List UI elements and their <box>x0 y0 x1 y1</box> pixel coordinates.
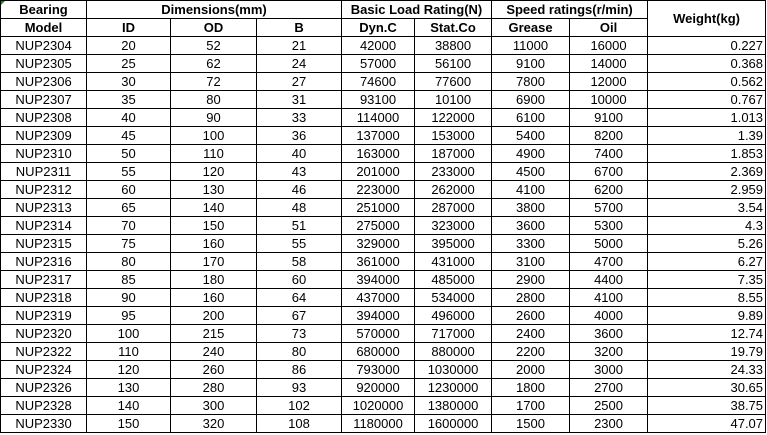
cell-oil: 5700 <box>570 199 648 217</box>
cell-model: NUP2330 <box>1 415 87 433</box>
cell-oil: 10000 <box>570 91 648 109</box>
cell-model: NUP2314 <box>1 217 87 235</box>
cell-oil: 3200 <box>570 343 648 361</box>
cell-grease: 6100 <box>492 109 570 127</box>
cell-weight: 38.75 <box>648 397 766 415</box>
table-row <box>1 361 766 379</box>
cell-od: 240 <box>171 343 257 361</box>
cell-weight: 1.39 <box>648 127 766 145</box>
cell-od: 260 <box>171 361 257 379</box>
cell-weight: 3.54 <box>648 199 766 217</box>
cell-b: 48 <box>257 199 342 217</box>
header-weight: Weight(kg) <box>648 1 766 37</box>
cell-model: NUP2322 <box>1 343 87 361</box>
table-row <box>1 73 766 91</box>
cell-stat-co: 880000 <box>415 343 492 361</box>
cell-grease: 2600 <box>492 307 570 325</box>
cell-id: 75 <box>87 235 171 253</box>
cell-oil: 3600 <box>570 325 648 343</box>
cell-stat-co: 262000 <box>415 181 492 199</box>
cell-weight: 47.07 <box>648 415 766 433</box>
cell-od: 90 <box>171 109 257 127</box>
cell-model: NUP2315 <box>1 235 87 253</box>
cell-oil: 2500 <box>570 397 648 415</box>
cell-id: 55 <box>87 163 171 181</box>
cell-id: 140 <box>87 397 171 415</box>
cell-stat-co: 153000 <box>415 127 492 145</box>
cell-grease: 2800 <box>492 289 570 307</box>
cell-b: 40 <box>257 145 342 163</box>
table-row <box>1 289 766 307</box>
table-row <box>1 91 766 109</box>
cell-dyn-c: 920000 <box>342 379 415 397</box>
cell-grease: 2400 <box>492 325 570 343</box>
cell-model: NUP2308 <box>1 109 87 127</box>
header-dyn-c: Dyn.C <box>342 19 415 37</box>
cell-weight: 5.26 <box>648 235 766 253</box>
cell-od: 215 <box>171 325 257 343</box>
cell-grease: 4500 <box>492 163 570 181</box>
cell-stat-co: 56100 <box>415 55 492 73</box>
cell-model: NUP2317 <box>1 271 87 289</box>
cell-id: 40 <box>87 109 171 127</box>
cell-b: 80 <box>257 343 342 361</box>
cell-model: NUP2312 <box>1 181 87 199</box>
cell-stat-co: 1230000 <box>415 379 492 397</box>
cell-b: 46 <box>257 181 342 199</box>
cell-od: 80 <box>171 91 257 109</box>
cell-b: 21 <box>257 37 342 55</box>
table-row <box>1 199 766 217</box>
cell-dyn-c: 223000 <box>342 181 415 199</box>
cell-oil: 4000 <box>570 307 648 325</box>
cell-oil: 4400 <box>570 271 648 289</box>
cell-stat-co: 187000 <box>415 145 492 163</box>
cell-dyn-c: 275000 <box>342 217 415 235</box>
cell-dyn-c: 329000 <box>342 235 415 253</box>
cell-od: 170 <box>171 253 257 271</box>
cell-weight: 2.369 <box>648 163 766 181</box>
cell-stat-co: 287000 <box>415 199 492 217</box>
cell-stat-co: 431000 <box>415 253 492 271</box>
cell-weight: 0.227 <box>648 37 766 55</box>
cell-weight: 8.55 <box>648 289 766 307</box>
cell-b: 60 <box>257 271 342 289</box>
cell-model: NUP2306 <box>1 73 87 91</box>
cell-oil: 6200 <box>570 181 648 199</box>
cell-grease: 9100 <box>492 55 570 73</box>
cell-dyn-c: 394000 <box>342 271 415 289</box>
cell-od: 72 <box>171 73 257 91</box>
cell-od: 100 <box>171 127 257 145</box>
cell-oil: 9100 <box>570 109 648 127</box>
table-row <box>1 397 766 415</box>
cell-stat-co: 717000 <box>415 325 492 343</box>
cell-id: 50 <box>87 145 171 163</box>
cell-stat-co: 1030000 <box>415 361 492 379</box>
cell-id: 30 <box>87 73 171 91</box>
cell-od: 180 <box>171 271 257 289</box>
cell-od: 300 <box>171 397 257 415</box>
cell-weight: 0.368 <box>648 55 766 73</box>
cell-dyn-c: 361000 <box>342 253 415 271</box>
cell-model: NUP2326 <box>1 379 87 397</box>
header-stat-co: Stat.Co <box>415 19 492 37</box>
cell-weight: 0.767 <box>648 91 766 109</box>
cell-id: 80 <box>87 253 171 271</box>
cell-model: NUP2319 <box>1 307 87 325</box>
cell-oil: 5000 <box>570 235 648 253</box>
header-row-1 <box>1 1 766 19</box>
cell-dyn-c: 201000 <box>342 163 415 181</box>
cell-model: NUP2328 <box>1 397 87 415</box>
header-dimensions: Dimensions(mm) <box>87 1 342 19</box>
cell-id: 110 <box>87 343 171 361</box>
cell-grease: 3300 <box>492 235 570 253</box>
cell-b: 55 <box>257 235 342 253</box>
cell-grease: 3600 <box>492 217 570 235</box>
cell-od: 140 <box>171 199 257 217</box>
header-bearing: Bearing <box>1 1 87 19</box>
cell-grease: 6900 <box>492 91 570 109</box>
cell-od: 280 <box>171 379 257 397</box>
cell-grease: 7800 <box>492 73 570 91</box>
cell-dyn-c: 163000 <box>342 145 415 163</box>
cell-dyn-c: 394000 <box>342 307 415 325</box>
cell-oil: 5300 <box>570 217 648 235</box>
cell-dyn-c: 57000 <box>342 55 415 73</box>
cell-model: NUP2316 <box>1 253 87 271</box>
table-row <box>1 55 766 73</box>
cell-b: 43 <box>257 163 342 181</box>
cell-b: 27 <box>257 73 342 91</box>
cell-b: 108 <box>257 415 342 433</box>
header-oil: Oil <box>570 19 648 37</box>
cell-id: 25 <box>87 55 171 73</box>
cell-b: 86 <box>257 361 342 379</box>
cell-id: 35 <box>87 91 171 109</box>
cell-dyn-c: 74600 <box>342 73 415 91</box>
cell-model: NUP2309 <box>1 127 87 145</box>
cell-b: 51 <box>257 217 342 235</box>
cell-od: 150 <box>171 217 257 235</box>
cell-model: NUP2305 <box>1 55 87 73</box>
cell-model: NUP2318 <box>1 289 87 307</box>
cell-stat-co: 38800 <box>415 37 492 55</box>
cell-oil: 16000 <box>570 37 648 55</box>
header-model: Model <box>1 19 87 37</box>
cell-b: 64 <box>257 289 342 307</box>
cell-grease: 11000 <box>492 37 570 55</box>
cell-grease: 4900 <box>492 145 570 163</box>
table-row <box>1 217 766 235</box>
cell-dyn-c: 42000 <box>342 37 415 55</box>
cell-stat-co: 1380000 <box>415 397 492 415</box>
cell-grease: 3100 <box>492 253 570 271</box>
cell-oil: 3000 <box>570 361 648 379</box>
cell-weight: 0.562 <box>648 73 766 91</box>
table-row <box>1 325 766 343</box>
cell-od: 62 <box>171 55 257 73</box>
cell-grease: 5400 <box>492 127 570 145</box>
cell-od: 110 <box>171 145 257 163</box>
cell-dyn-c: 1020000 <box>342 397 415 415</box>
table-body <box>1 37 766 433</box>
cell-model: NUP2320 <box>1 325 87 343</box>
cell-stat-co: 10100 <box>415 91 492 109</box>
cell-od: 200 <box>171 307 257 325</box>
cell-grease: 4100 <box>492 181 570 199</box>
cell-id: 20 <box>87 37 171 55</box>
cell-model: NUP2313 <box>1 199 87 217</box>
cell-od: 320 <box>171 415 257 433</box>
table-row <box>1 145 766 163</box>
table-row <box>1 235 766 253</box>
table-row <box>1 379 766 397</box>
cell-id: 85 <box>87 271 171 289</box>
cell-dyn-c: 251000 <box>342 199 415 217</box>
cell-grease: 2900 <box>492 271 570 289</box>
cell-dyn-c: 570000 <box>342 325 415 343</box>
header-id: ID <box>87 19 171 37</box>
cell-oil: 14000 <box>570 55 648 73</box>
cell-b: 93 <box>257 379 342 397</box>
cell-oil: 7400 <box>570 145 648 163</box>
cell-b: 102 <box>257 397 342 415</box>
cell-grease: 1700 <box>492 397 570 415</box>
table-row <box>1 415 766 433</box>
cell-id: 60 <box>87 181 171 199</box>
cell-id: 45 <box>87 127 171 145</box>
cell-weight: 1.013 <box>648 109 766 127</box>
cell-b: 73 <box>257 325 342 343</box>
header-od: OD <box>171 19 257 37</box>
cell-weight: 7.35 <box>648 271 766 289</box>
cell-b: 67 <box>257 307 342 325</box>
cell-id: 120 <box>87 361 171 379</box>
cell-weight: 19.79 <box>648 343 766 361</box>
cell-od: 52 <box>171 37 257 55</box>
cell-grease: 2200 <box>492 343 570 361</box>
cell-oil: 2300 <box>570 415 648 433</box>
table-row <box>1 307 766 325</box>
header-speed-ratings: Speed ratings(r/min) <box>492 1 648 19</box>
cell-b: 24 <box>257 55 342 73</box>
cell-dyn-c: 137000 <box>342 127 415 145</box>
cell-dyn-c: 114000 <box>342 109 415 127</box>
cell-od: 160 <box>171 235 257 253</box>
cell-oil: 8200 <box>570 127 648 145</box>
cell-stat-co: 323000 <box>415 217 492 235</box>
cell-dyn-c: 793000 <box>342 361 415 379</box>
cell-od: 160 <box>171 289 257 307</box>
cell-weight: 1.853 <box>648 145 766 163</box>
cell-stat-co: 534000 <box>415 289 492 307</box>
cell-oil: 4100 <box>570 289 648 307</box>
table-row <box>1 127 766 145</box>
cell-b: 31 <box>257 91 342 109</box>
cell-stat-co: 233000 <box>415 163 492 181</box>
cell-od: 130 <box>171 181 257 199</box>
table-row <box>1 37 766 55</box>
cell-weight: 9.89 <box>648 307 766 325</box>
cell-b: 36 <box>257 127 342 145</box>
cell-model: NUP2311 <box>1 163 87 181</box>
table-row <box>1 163 766 181</box>
cell-stat-co: 1600000 <box>415 415 492 433</box>
cell-grease: 1800 <box>492 379 570 397</box>
cell-b: 58 <box>257 253 342 271</box>
cell-weight: 24.33 <box>648 361 766 379</box>
cell-stat-co: 77600 <box>415 73 492 91</box>
table-row <box>1 271 766 289</box>
cell-stat-co: 395000 <box>415 235 492 253</box>
cell-b: 33 <box>257 109 342 127</box>
cell-grease: 2000 <box>492 361 570 379</box>
cell-stat-co: 485000 <box>415 271 492 289</box>
cell-id: 150 <box>87 415 171 433</box>
cell-stat-co: 496000 <box>415 307 492 325</box>
header-load-rating: Basic Load Rating(N) <box>342 1 492 19</box>
cell-oil: 12000 <box>570 73 648 91</box>
cell-stat-co: 122000 <box>415 109 492 127</box>
cell-weight: 6.27 <box>648 253 766 271</box>
cell-oil: 4700 <box>570 253 648 271</box>
header-b: B <box>257 19 342 37</box>
cell-oil: 2700 <box>570 379 648 397</box>
cell-od: 120 <box>171 163 257 181</box>
table-row <box>1 109 766 127</box>
cell-id: 70 <box>87 217 171 235</box>
cell-dyn-c: 680000 <box>342 343 415 361</box>
cell-model: NUP2310 <box>1 145 87 163</box>
cell-weight: 2.959 <box>648 181 766 199</box>
table-row <box>1 343 766 361</box>
table-row <box>1 181 766 199</box>
cell-weight: 30.65 <box>648 379 766 397</box>
cell-id: 100 <box>87 325 171 343</box>
cell-id: 65 <box>87 199 171 217</box>
cell-weight: 4.3 <box>648 217 766 235</box>
cell-weight: 12.74 <box>648 325 766 343</box>
header-grease: Grease <box>492 19 570 37</box>
cell-id: 90 <box>87 289 171 307</box>
cell-dyn-c: 1180000 <box>342 415 415 433</box>
cell-oil: 6700 <box>570 163 648 181</box>
cell-dyn-c: 437000 <box>342 289 415 307</box>
cell-model: NUP2324 <box>1 361 87 379</box>
table-row <box>1 253 766 271</box>
cell-grease: 1500 <box>492 415 570 433</box>
cell-id: 130 <box>87 379 171 397</box>
cell-model: NUP2307 <box>1 91 87 109</box>
table-header <box>1 1 766 37</box>
cell-model: NUP2304 <box>1 37 87 55</box>
cell-dyn-c: 93100 <box>342 91 415 109</box>
cell-id: 95 <box>87 307 171 325</box>
cell-grease: 3800 <box>492 199 570 217</box>
